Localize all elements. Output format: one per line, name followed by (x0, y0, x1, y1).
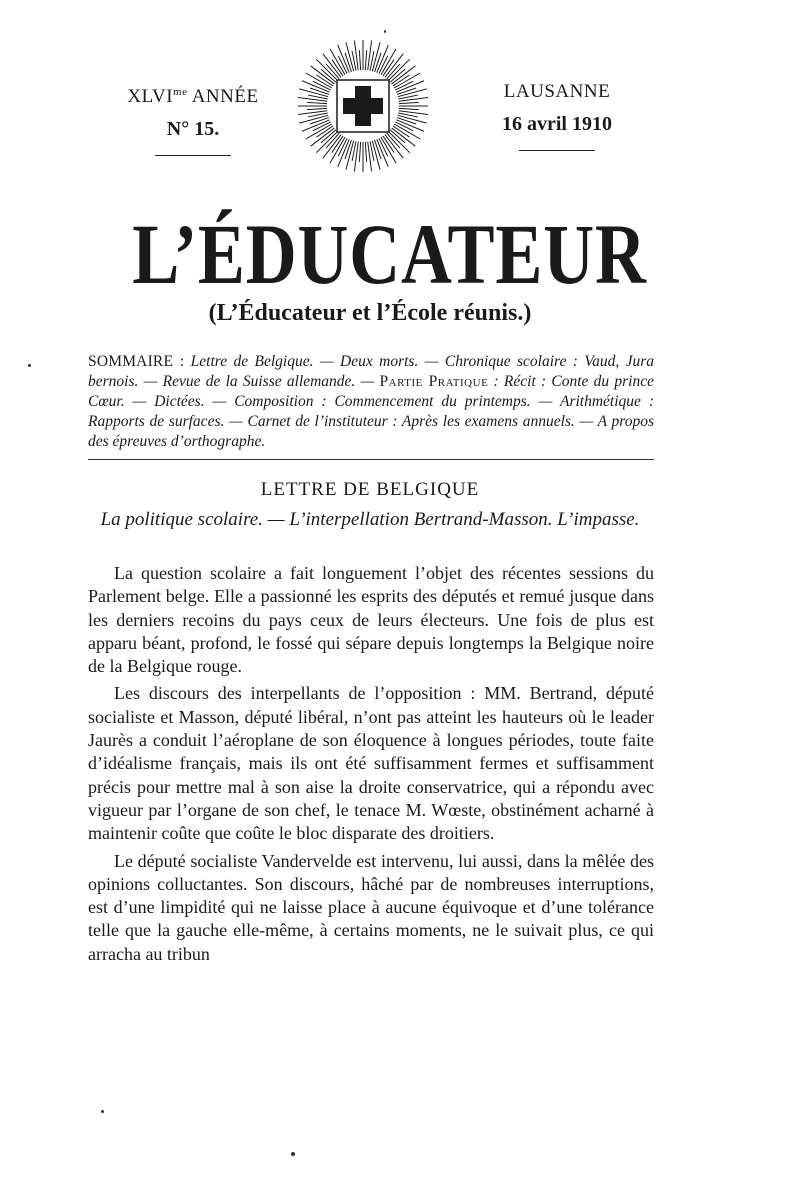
journal-title: L’ÉDUCATEUR (132, 206, 647, 302)
summary-part-2: : Récit : Conte du prince Cœur. — Dictées. — Composition : Commencement du printemps. — Arithmétique : Rapports de surfaces. — Carnet de l’instituteur : Après les examens annuels. — A propos des épreuves d’orthographe. (88, 373, 654, 450)
article-paragraph: Les discours des interpellants de l’opposition : MM. Bertrand, député socialiste et Masson, député libéral, n’ont pas atteint les hauteurs où le leader Jaurès a conduit l’aéroplane de son éloquence à longues périodes, toute faite d’idéalisme français, mais ils ont été suffisamment fermes et suffisamment précis pour mettre mal à son aise la droite conservatrice, qui a répondu avec vigueur par l’organe de son chef, le tenace M. Wœste, obstinément acharné à maintenir coûte que coûte le bloc disparate des droitiers. (88, 683, 654, 844)
header-left (118, 80, 268, 156)
sunburst-ray (385, 54, 403, 78)
year-word: ANNÉE (191, 86, 259, 107)
summary-part-1: Lettre de Belgique. — Deux morts. — Chronique scolaire : Vaud, Jura bernois. — Revue de la Suisse allemande. — (88, 353, 655, 390)
article-title: LETTRE DE BELGIQUE (260, 479, 480, 500)
sunburst-ray (399, 108, 419, 109)
print-speck (28, 364, 31, 367)
summary-divider (88, 459, 654, 460)
print-speck (101, 1110, 104, 1113)
year-line (118, 80, 268, 109)
header-left-rule (155, 155, 231, 156)
summary-label: SOMMAIRE : (88, 353, 185, 370)
sunburst-ray (392, 66, 416, 84)
sunburst-ray (323, 135, 341, 159)
sunburst-ray (399, 102, 419, 103)
table-of-contents (88, 352, 654, 452)
sunburst-ray (359, 142, 360, 162)
sunburst-ray (385, 135, 403, 159)
sunburst-ray (392, 128, 416, 146)
header-right (482, 80, 632, 151)
sunburst-ray (365, 142, 366, 162)
article-paragraph: La question scolaire a fait longuement l’objet des récentes sessions du Parlement belge. Elle a passionné les esprits des députés et remué jusque dans les derniers recoins du pays ceux de leurs électeurs. Une fois de plus est apparu béant, profond, le fossé qui sépare depuis longtemps la Belgique noire de la Belgique rouge. (88, 563, 654, 677)
sunburst-ray (307, 108, 327, 109)
header-right-rule (519, 150, 595, 151)
article-subtitle: La politique scolaire. — L’interpellation Bertrand-Masson. L’impasse. (100, 509, 640, 530)
journal-subtitle: (L’Éducateur et l’École réunis.) (208, 300, 532, 326)
issue-number: N° 15. (166, 118, 220, 140)
issue-date: 16 avril 1910 (502, 113, 612, 135)
sunburst-ray (311, 128, 335, 146)
sunburst-ray (307, 102, 327, 103)
article-paragraph: Le député socialiste Vandervelde est intervenu, lui aussi, dans la mêlée des opinions colluctantes. Son discours, hâché par de nombreuses interruptions, est d’une limpidité qui ne laisse place à aucune équivoque et d’une tolérance telle que la gauche elle-même, à certains moments, ne le suivait plus, ce qui arracha au tribun (88, 850, 654, 964)
print-speck (384, 30, 386, 33)
year-roman: XLVI (127, 86, 174, 107)
summary-section: Partie Pratique (379, 373, 489, 390)
sunburst-ray (323, 54, 341, 78)
sunburst-ray (359, 50, 360, 70)
article-body (88, 562, 654, 966)
print-speck (291, 1152, 295, 1156)
sunburst-ray (311, 66, 335, 84)
swiss-cross-sunburst-icon (298, 36, 428, 176)
sunburst-ray (365, 50, 366, 70)
city: LAUSANNE (503, 81, 611, 102)
year-suffix: me (173, 86, 188, 98)
